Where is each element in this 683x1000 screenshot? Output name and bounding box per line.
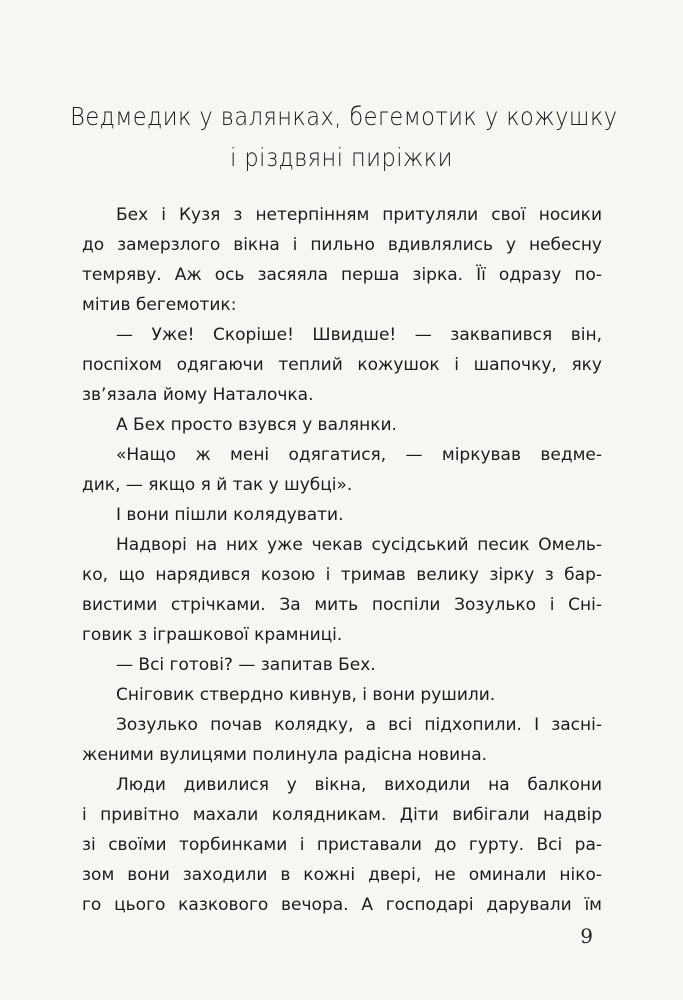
text-line: і привітно махали колядникам. Діти вибігали надвір bbox=[82, 805, 602, 825]
text-line: до замерзлого вікна і пильно вдивлялись у небесну bbox=[82, 235, 602, 255]
text-line: Зозулько почав колядку, а всі підхопили. І засні- bbox=[116, 715, 602, 735]
text-line: Люди дивилися у вікна, виходили на балкони bbox=[116, 775, 602, 795]
chapter-title-line-2: і різдвяні пиріжки bbox=[230, 143, 453, 172]
text-line: женими вулицями полинула радісна новина. bbox=[82, 745, 488, 765]
text-line: І вони пішли колядувати. bbox=[116, 505, 344, 525]
text-line: «Нащо ж мені одягатися, — міркував ведме- bbox=[116, 445, 602, 465]
text-line: Бех і Кузя з нетерпінням притуляли свої носики bbox=[116, 205, 602, 225]
text-line: — Уже! Скоріше! Швидше! — заквапився він, bbox=[116, 325, 602, 345]
text-line: вистими стрічками. За мить поспіли Зозулько і Сні- bbox=[82, 595, 602, 615]
text-line: А Бех просто взувся у валянки. bbox=[116, 415, 397, 435]
text-line: поспіхом одягаючи теплий кожушок і шапочку, яку bbox=[82, 355, 602, 375]
chapter-title-line-1: Ведмедик у валянках, бегемотик у кожушку bbox=[70, 102, 618, 131]
text-line: зом вони заходили в кожні двері, не оминали ніко- bbox=[82, 865, 602, 885]
body-text bbox=[82, 200, 602, 920]
text-line: зі своїми торбинками і приставали до гурту. Всі ра- bbox=[82, 835, 602, 855]
text-line: дик, — якщо я й так у шубці». bbox=[82, 475, 353, 495]
text-line: ко, що нарядився козою і тримав велику зірку з бар- bbox=[82, 565, 602, 585]
text-line: Сніговик ствердно кивнув, і вони рушили. bbox=[116, 685, 496, 705]
text-line: Надворі на них уже чекав сусідський песик Омель- bbox=[116, 535, 602, 555]
text-line: зв’язала йому Наталочка. bbox=[82, 385, 314, 405]
text-line: мітив бегемотик: bbox=[82, 295, 237, 315]
page-number: 9 bbox=[580, 924, 593, 948]
text-line: темряву. Аж ось засяяла перша зірка. Її одразу по- bbox=[82, 265, 602, 285]
text-line: говик з іграшкової крамниці. bbox=[82, 625, 343, 645]
text-line: — Всі готові? — запитав Бех. bbox=[116, 655, 376, 675]
text-line: го цього казкового вечора. А господарі дарували їм bbox=[82, 895, 602, 915]
